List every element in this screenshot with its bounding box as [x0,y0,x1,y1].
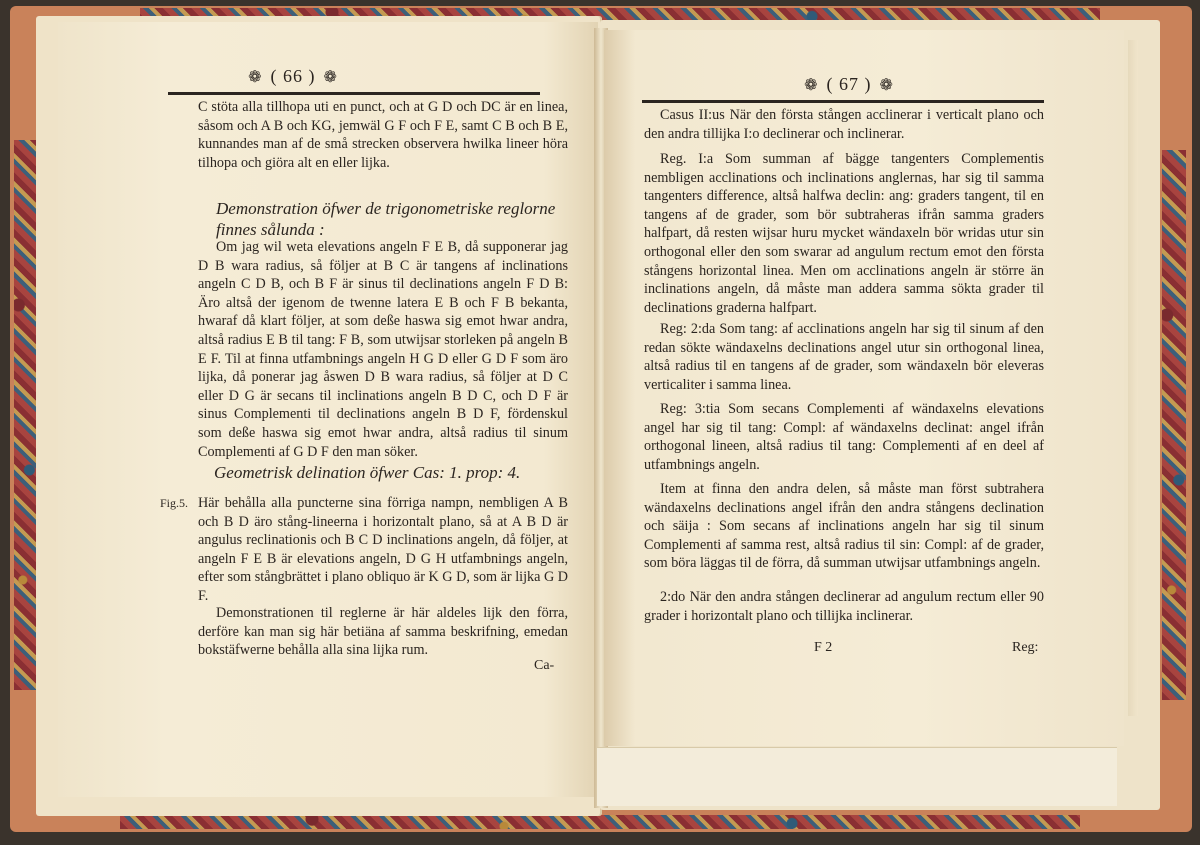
left-page [58,22,598,797]
catchword: Reg: [1012,640,1039,655]
ornament-icon: ❁ [804,77,819,94]
paragraph: Reg: 3:tia Som secans Complementi af wändaxelns elevations angel har sig til tang: Compl: af wändaxelns declinat: angel ifrån orthogonal lineen, altså radius til tang: Complementi af en deel af utfambnings angeln. [644,401,1044,473]
right-page [604,30,1124,746]
paragraph: Om jag wil weta elevations angeln F E B, då supponerar jag D B wara radius, så följer at B C är tangens af inclinations angeln C D B, och B F är sinus til declinations angeln F D B: Äro altså der igenom de twenne latera E B och F B bekanta, hwaraf då klart följer, at som deße haswa sig emot hwar andra, altså radius E B til tang: F B, som utwijsar storleken på angeln B E F. Til at finna utfambnings angeln H G D eller G D F som äro lijka, då ponerar jag åswen D B wara radius, så följer at D C eller D G är secans til inclinations angeln B D C, och D F är sinus Complementi til declinations angeln B D F, fördenskul som deße haswa sig emot hwar andra, altså radius til sinum Complementi af G D F den man söker. [198,239,568,460]
paragraph: Här behålla alla puncterne sina förriga nampn, nembligen A B och B D äro stång-lineerna i horizontalt plano, så at A B D är angulus reclinationis och B C D inclinations angeln, då följer, at angeln F E B är elevations angeln, D G H utfambnings angeln, efter som stångbrättet i plano obliquo är K G D, som är lijka G D F. [198,495,568,604]
catchword: Ca- [534,658,555,673]
loose-page-strip [597,747,1117,806]
header-rule [642,100,1044,103]
page-number: ( 66 ) [270,66,316,86]
marbled-edge-right [1162,150,1186,700]
left-page-header [58,66,528,87]
paragraph: C stöta alla tillhopa uti en punct, och at G D och DC är en linea, såsom och A B och KG, jemwäl G F och F E, samt C B och B E, kunnandes man af de små strecken observera hwilka lineer höra tilhopa och giöra alt en eller lijka. [198,99,568,171]
paragraph: Item at finna den andra delen, så måste man först subtrahera wändaxelns declinations angel ifrån den andra stångens declination och säija : Som secans af inclinations angeln har sig til sinum Complementi af samma rest, altså radius til sin: Compl: af de grader, som böra läggas til de förra, då summan utwijsar utfambnings angeln. [644,481,1044,572]
paragraph: Demonstrationen til reglerne är här aldeles lijk den förra, derföre kan man sig här betiäna af samma beskrifning, emedan bokstäfwerne behålla alla sina lijka rum. [198,605,568,659]
paragraph: 2:do När den andra stången declinerar ad angulum rectum eller 90 grader i horizontalt plano och tillijka inclinerar. [644,589,1044,624]
ornament-icon: ❁ [323,69,338,86]
section-heading: Demonstration öfwer de trigonometriske reglorne finnes sålunda : [216,199,556,239]
page-fold-edge [1128,40,1138,716]
header-rule [168,92,540,95]
paragraph: Reg: 2:da Som tang: af acclinations angeln har sig til sinum af den redan sökte wändaxelns declinations angel utur sin orthogonal linea, altså radius til en tangens af de grader, som wändaxeln bör eleveras verticaliter i samma linea. [644,321,1044,393]
signature-mark: F 2 [814,640,833,655]
right-page-header [754,74,944,95]
paragraph: Reg. I:a Som summan af bägge tangenters Complementis nembligen acclinations och inclinations anglernas, har sig til samma tangenters difference, altså halfwa declin: ang: graders tangent, til en tangens af de grader, som bör subtraheras ifrån samma graders halfpart, då resten wijsar huru mycket wändaxeln bör wridas utur sin orthogonal eller den som swarar ad angulum rectum emot den första stångens horizontal linea. Men om acclinations angeln är större än inclinations angeln, då måste man addera samma sökta grader til declinations graderna halfpart. [644,151,1044,316]
ornament-icon: ❁ [879,77,894,94]
page-number: ( 67 ) [826,74,872,94]
section-heading: Geometrisk delination öfwer Cas: 1. prop: 4. [214,463,521,482]
paragraph: Casus II:us När den första stången acclinerar i verticalt plano och den andra tillijka I:o declinerar och inclinerar. [644,107,1044,142]
ornament-icon: ❁ [248,69,263,86]
marbled-edge-bottom [120,815,1080,829]
figure-reference: Fig.5. [160,496,189,510]
marbled-edge-left [14,140,36,690]
